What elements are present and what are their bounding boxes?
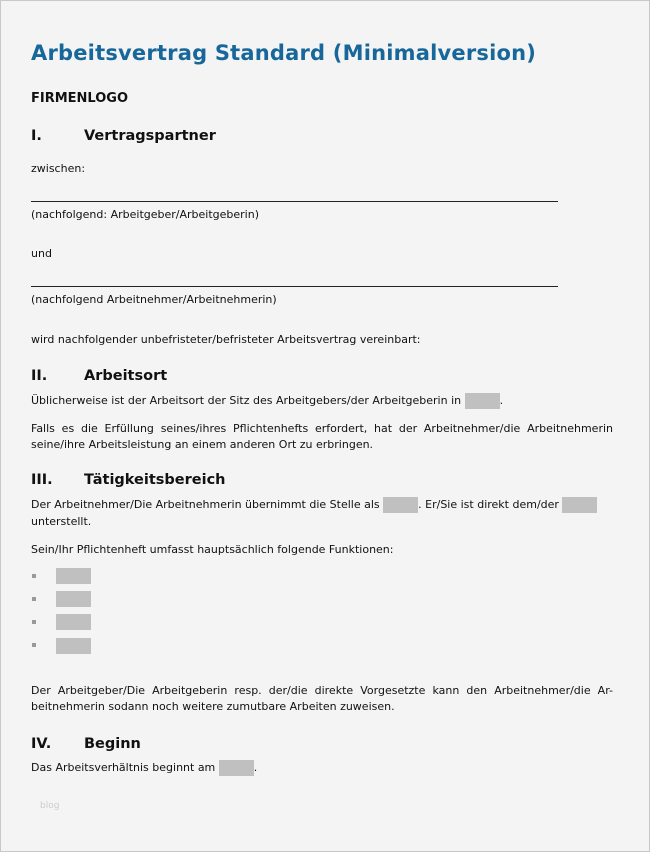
section-title: Vertragspartner [84,128,216,144]
document-title: Arbeitsvertrag Standard (Minimalversion) [31,41,537,65]
section-number: II. [31,368,48,384]
watermark: blog [40,801,60,811]
paragraph-start [31,760,257,776]
text: . [499,394,504,407]
company-logo-placeholder: FIRMENLOGO [31,91,129,106]
section-heading-3 [31,472,226,488]
placeholder-field[interactable] [383,497,418,513]
text-duties-intro: Sein/Ihr Pflichtenheft umfasst hauptsächlich folgende Funktionen: [31,543,394,556]
text-subordinate: unterstellt. [31,515,92,528]
text: . Er/Sie ist direkt dem/der [418,498,559,511]
placeholder-field[interactable] [56,568,91,584]
paragraph-workplace [31,393,503,409]
text: . [253,761,258,774]
section-number: III. [31,472,53,488]
paragraph-position [31,497,597,513]
text: Das Arbeitsverhältnis beginnt am [31,761,216,774]
section-heading-4 [31,736,141,752]
section-title: Arbeitsort [84,368,168,384]
employee-signature-line[interactable] [31,286,558,287]
placeholder-field[interactable] [219,760,254,776]
section-heading-1 [31,128,216,144]
text-and: und [31,247,52,260]
bullet-icon [32,643,36,647]
text: Der Arbeitnehmer/Die Arbeitnehmerin übernimmt die Stelle als [31,498,380,511]
placeholder-field[interactable] [465,393,500,409]
placeholder-field[interactable] [56,591,91,607]
text-between: zwischen: [31,162,86,175]
section-title: Tätigkeitsbereich [84,472,226,488]
section-heading-2 [31,368,167,384]
bullet-icon [32,574,36,578]
paragraph-additional-work: Der Arbeitgeber/Die Arbeitgeberin resp. der/die direkte Vorgesetzte kann den Arbeitnehmer/die Ar-beitnehmerin sodann noch weitere zumutbare Arbeiten zuweisen. [31,684,613,713]
section-title: Beginn [84,736,141,752]
placeholder-field[interactable] [56,638,91,654]
section-number: IV. [31,736,52,752]
text-employer: (nachfolgend: Arbeitgeber/Arbeitgeberin) [31,208,259,221]
bullet-icon [32,597,36,601]
bullet-icon [32,620,36,624]
placeholder-field[interactable] [562,497,597,513]
text: Üblicherweise ist der Arbeitsort der Sitz des Arbeitgebers/der Arbeitgeberin in [31,394,462,407]
section-number: I. [31,128,42,144]
placeholder-field[interactable] [56,614,91,630]
employer-signature-line[interactable] [31,201,558,202]
paragraph-other-location: Falls es die Erfüllung seines/ihres Pflichtenhefts erfordert, hat der Arbeitnehmer/die Arbeitnehmerin seine/ihre Arbeitsleistung an einem anderen Ort zu erbringen. [31,422,613,451]
text-agreed: wird nachfolgender unbefristeter/befristeter Arbeitsvertrag vereinbart: [31,333,421,346]
text-employee: (nachfolgend Arbeitnehmer/Arbeitnehmerin) [31,293,277,306]
